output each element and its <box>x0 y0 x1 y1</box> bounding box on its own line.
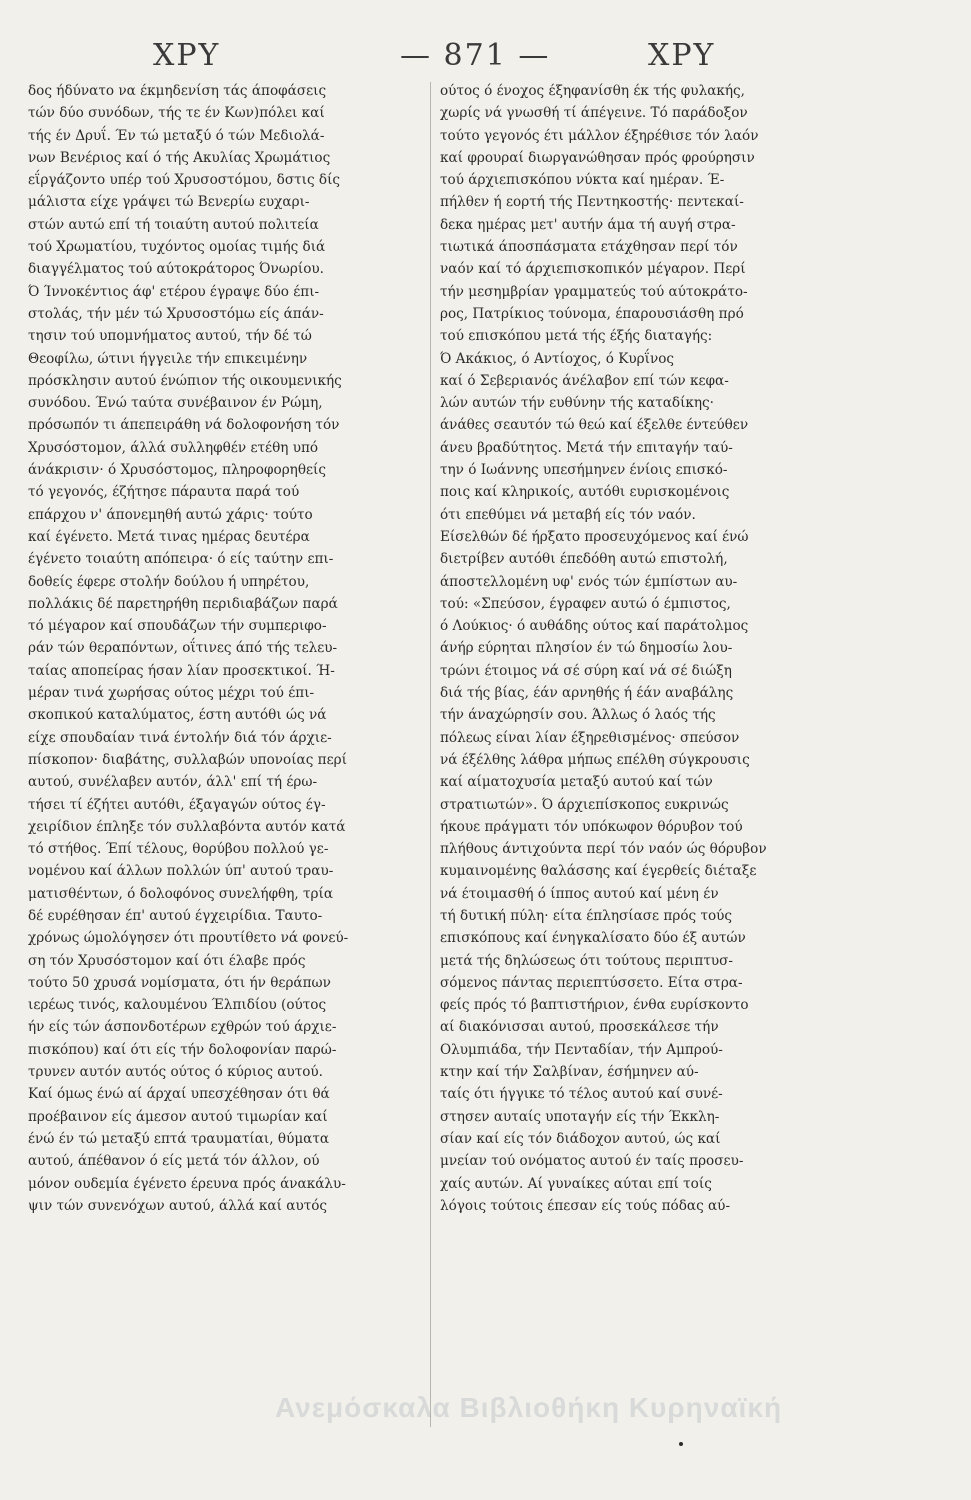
text-line: τού Χρωματίου, τυχόντος ομοίας τιμής διά <box>28 239 326 256</box>
page-header <box>0 38 971 78</box>
text-line: τού επισκόπου μετά τής έξής διαταγής: <box>440 328 713 345</box>
text-line: δοθείς έφερε στολήν δούλου ή υπηρέτου, <box>28 573 310 590</box>
text-line: ψιν τών συνενόχων αυτού, άλλά καί αυτός <box>28 1197 328 1214</box>
text-line: καί έγένετο. Μετά τινας ημέρας δευτέρα <box>28 528 310 545</box>
text-line: τών δύο συνόδων, τής τε έν Κων)πόλει καί <box>28 105 325 122</box>
text-line: τό μέγαρον καί σπουδάζων τήν συμπεριφο- <box>28 618 327 635</box>
text-line: καί ό Σεβεριανός άνέλαβον επί τών κεφα- <box>440 372 729 389</box>
text-line: στολάς, τήν μέν τώ Χρυσοστόμω είς άπάν- <box>28 305 324 322</box>
library-watermark: Ανεμόσκαλα Βιβλιοθήκη Κυρηναϊκή <box>275 1392 783 1423</box>
text-line: τρώνι έτοιμος νά σέ σύρη καί νά σέ διώξη <box>440 662 732 679</box>
text-line: πολλάκις δέ παρετηρήθη περιδιαβάζων παρά <box>28 595 338 612</box>
text-line: μνείαν τού ονόματος αυτού έν ταίς προσευ- <box>440 1153 744 1170</box>
text-line: ποις καί κληρικοίς, αυτόθι ευρισκομένοις <box>440 484 730 501</box>
text-line: χειρίδιον έπληξε τόν συλλαβόντα αυτόν κατά <box>28 818 346 835</box>
text-line: τούτο γεγονός έτι μάλλον έξηρέθισε τόν λαόν <box>440 127 759 144</box>
text-line: Είσελθών δέ ήρξατο προσευχόμενος καί ένώ <box>440 528 749 545</box>
text-line: λόγοις τούτοις έπεσαν είς τούς πόδας αύ- <box>440 1197 731 1214</box>
text-line: σκοπικού καταλύματος, έστη αυτόθι ώς νά <box>28 707 327 724</box>
text-line: αυτού, άπέθανον ό είς μετά τόν άλλον, ού <box>28 1153 320 1170</box>
text-line: ήκουε πράγματι τόν υπόκωφον θόρυβον τού <box>440 818 743 835</box>
text-line: ράν τών θεραπόντων, οΐτινες άπό τής τελευ- <box>28 640 338 657</box>
text-line: Θεοφίλω, ώτινι ήγγειλε τήν επικειμένην <box>28 350 308 367</box>
text-line: προέβαινον είς άμεσον αυτού τιμωρίαν καί <box>28 1108 328 1125</box>
text-line: άνευ βραδύτητος. Μετά τήν επιταγήν ταύ- <box>440 439 733 456</box>
text-line: πίσκοπον· διαβάτης, συλλαβών υπονοίας περί <box>28 751 347 768</box>
text-line: νά έτοιμασθή ό ίππος αυτού καί μένη έν <box>440 885 719 902</box>
text-line: επάρχου ν' άπονεμηθή αυτώ χάρις· τούτο <box>28 506 313 523</box>
text-line: έγένετο τοιαύτη απόπειρα· ό είς ταύτην επι- <box>28 551 334 568</box>
text-line: τού: «Σπεύσον, έγραφεν αυτώ ό έμπιστος, <box>440 595 731 612</box>
text-line: πλήθους άντιχούντα περί τόν ναόν ώς θόρυβον <box>440 841 767 858</box>
text-line: ναόν καί τό άρχιεπισκοπικόν μέγαρον. Περί <box>440 261 746 278</box>
right-text-column <box>440 80 840 1217</box>
text-line: πισκόπου) καί ότι είς τήν δολοφονίαν παρώ- <box>28 1041 337 1058</box>
text-line: νά έξέλθης λάθρα μήπως επέλθη σύγκρουσις <box>440 751 750 768</box>
text-line: στρατιωτών». Ό άρχιεπίσκοπος ευκρινώς <box>440 796 729 813</box>
text-line: Ό Ίννοκέντιος άφ' ετέρου έγραψε δύο έπι- <box>28 283 320 300</box>
text-line: ταίας αποπείρας ήσαν λίαν προσεκτικοί. Ή- <box>28 662 335 679</box>
left-text-column <box>28 80 425 1217</box>
text-line: τρυνεν αυτόν αυτός ούτος ό κύριος αυτού. <box>28 1064 324 1081</box>
text-line: ούτος ό ένοχος έξηφανίσθη έκ τής φυλακής, <box>440 83 745 99</box>
text-line: τήν μεσημβρίαν γραμματεύς τού αύτοκράτο- <box>440 283 748 300</box>
header-right-term: ΧΡΥ <box>648 38 716 73</box>
text-line: Ολυμπιάδα, τήν Πενταδίαν, τήν Αμπρού- <box>440 1041 723 1058</box>
text-line: τό γεγονός, έζήτησε πάραυτα παρά τού <box>28 484 300 501</box>
text-line: τή δυτική πύλη· είτα έπλησίασε πρός τούς <box>440 907 733 924</box>
text-line: μάλιστα είχε γράψει τώ Βενερίω ευχαρι- <box>28 194 310 211</box>
text-line: κυμαινομένης θαλάσσης καί έγερθείς διέταξε <box>440 863 757 880</box>
text-line: εΐργάζοντο υπέρ τού Χρυσοστόμου, δστις δίς <box>28 172 341 189</box>
text-line: φείς πρός τό βαπτιστήριον, ένθα ευρίσκοντο <box>440 997 749 1014</box>
text-line: πρόσωπόν τι άπεπειράθη νά δολοφονήση τόν <box>28 417 340 434</box>
text-line: διά τής βίας, έάν αρνηθής ή έάν αναβάλης <box>440 685 734 702</box>
text-line: ιερέως τινός, καλουμένου Έλπιδίου (ούτος <box>28 997 327 1014</box>
text-line: μόνον ουδεμία έγένετο έρευνα πρός άνακάλυ- <box>28 1175 346 1192</box>
text-line: άνάθες σεαυτόν τώ θεώ καί έξελθε έντεύθεν <box>440 417 749 434</box>
text-line: χαίς αυτών. Αί γυναίκες αύται επί τοίς <box>440 1175 712 1192</box>
text-line: την ό Ιωάννης υπεσήμηνεν ένίοις επισκό- <box>440 462 728 479</box>
header-left-term: ΧΡΥ <box>153 38 221 73</box>
text-line: ότι επεθύμει νά μεταβή είς τόν ναόν. <box>440 506 696 523</box>
text-line: αυτού, συνέλαβεν αυτόν, άλλ' επί τή έρω- <box>28 774 318 791</box>
text-line: Καί όμως ένώ αί άρχαί υπεσχέθησαν ότι θά <box>28 1086 330 1103</box>
text-line: τιωτικά άποσπάσματα ετάχθησαν περί τόν <box>440 239 738 256</box>
text-line: νων Βενέριος καί ό τής Ακυλίας Χρωμάτιος <box>28 149 331 166</box>
text-line: ση τόν Χρυσόστομον καί ότι έλαβε πρός <box>28 952 306 969</box>
text-line: δεκα ημέρας μετ' αυτήν άμα τή αυγή στρα- <box>440 216 736 233</box>
text-line: στησεν αυταίς υποταγήν είς τήν Έκκλη- <box>440 1108 720 1125</box>
text-line: δος ήδύνατο να έκμηδενίση τάς άποφάσεις <box>28 83 327 99</box>
page-number: — 871 — <box>400 38 551 73</box>
text-line: επισκόπους καί ένηγκαλίσατο δύο έξ αυτών <box>440 930 746 947</box>
text-line: χρόνως ώμολόγησεν ότι προυτίθετο νά φονεύ- <box>28 930 349 947</box>
text-line: σόμενος πάντας περιεπτύσσετο. Είτα στρα- <box>440 974 743 991</box>
text-line: συνόδου. Ένώ ταύτα συνέβαινον έν Ρώμη, <box>28 395 323 412</box>
text-line: Χρυσόστομον, άλλά συλληφθέν ετέθη υπό <box>28 439 319 456</box>
text-line: μέραν τινά χωρήσας ούτος μέχρι τού έπι- <box>28 685 315 702</box>
text-line: άνάκρισιν· ό Χρυσόστομος, πληροφορηθείς <box>28 462 326 479</box>
column-divider <box>430 82 431 1427</box>
text-line: τό στήθος. Έπί τέλους, θορύβου πολλού γε- <box>28 841 329 858</box>
text-line: ρος, Πατρίκιος τούνομα, έπαρουσιάσθη πρό <box>440 305 744 322</box>
text-line: άποστελλομένη υφ' ενός τών έμπίστων αυ- <box>440 573 738 590</box>
text-line: καί φρουραί διωργανώθησαν πρός φρούρησιν <box>440 149 755 166</box>
text-line: άνήρ εύρηται πλησίον έν τώ δημοσίω λου- <box>440 640 733 657</box>
text-line: αί διακόνισσαι αυτού, προσεκάλεσε τήν <box>440 1019 719 1036</box>
text-line: τής έν Δρυΐ. Έν τώ μεταξύ ό τών Μεδιολά- <box>28 127 325 144</box>
text-line: διαγγέλματος τού αύτοκράτορος Όνωρίου. <box>28 261 324 278</box>
text-line: κτην καί τήν Σαλβίναν, έσήμηνεν αύ- <box>440 1064 699 1081</box>
text-line: νομένου καί άλλων πολλών ύπ' αυτού τραυ- <box>28 863 334 880</box>
text-line: πόλεως είναι λίαν έξηρεθισμένος· σπεύσον <box>440 729 740 746</box>
ink-dot <box>679 1442 683 1446</box>
text-line: ό Λούκιος· ό αυθάδης ούτος καί παράτολμος <box>440 618 749 635</box>
text-line: Ό Ακάκιος, ό Αντίοχος, ό Κυρΐνος <box>440 350 675 367</box>
text-line: ένώ έν τώ μεταξύ επτά τραυματίαι, θύματα <box>28 1130 330 1147</box>
text-line: ματισθέντων, ό δολοφόνος συνελήφθη, τρία <box>28 885 334 902</box>
text-line: λών αυτών τήν ευθύνην τής καταδίκης· <box>440 395 714 412</box>
text-line: πρόσκλησιν αυτού ένώπιον τής οικουμενικής <box>28 372 342 389</box>
text-line: είχε σπουδαίαν τινά έντολήν διά τόν άρχιε- <box>28 729 332 746</box>
text-line: ήν είς τών άσπονδοτέρων εχθρών τού άρχιε- <box>28 1019 337 1036</box>
text-line: στών αυτώ επί τή τοιαύτη αυτού πολιτεία <box>28 216 319 233</box>
text-line: πήλθεν ή εορτή τής Πεντηκοστής· πεντεκαί- <box>440 194 744 211</box>
text-line: διετρίβεν αυτόθι έπεδόθη αυτώ επιστολή, <box>440 551 728 568</box>
text-line: τού άρχιεπισκόπου νύκτα καί ημέραν. Έ- <box>440 172 725 189</box>
text-line: τούτο 50 χρυσά νομίσματα, ότι ήν θεράπων <box>28 974 331 991</box>
text-line: μετά τής δηλώσεως ότι τούτους περιπτυσ- <box>440 952 733 969</box>
text-line: ταίς ότι ήγγικε τό τέλος αυτού καί συνέ- <box>440 1086 723 1103</box>
text-line: τήν άναχώρησίν σου. Άλλως ό λαός τής <box>440 707 716 724</box>
text-line: τησιν τού υπομνήματος αυτού, τήν δέ τώ <box>28 328 312 345</box>
text-line: καί αίματοχυσία μεταξύ αυτού καί τών <box>440 774 713 791</box>
text-line: τήσει τί έζήτει αυτόθι, έξαγαγών ούτος έγ- <box>28 796 326 813</box>
text-line: χωρίς νά γνωσθή τί άπέγεινε. Τό παράδοξον <box>440 105 748 122</box>
text-line: σίαν καί είς τόν διάδοχον αυτού, ώς καί <box>440 1130 721 1147</box>
text-line: δέ ευρέθησαν έπ' αυτού έγχειρίδια. Ταυτο- <box>28 907 323 924</box>
